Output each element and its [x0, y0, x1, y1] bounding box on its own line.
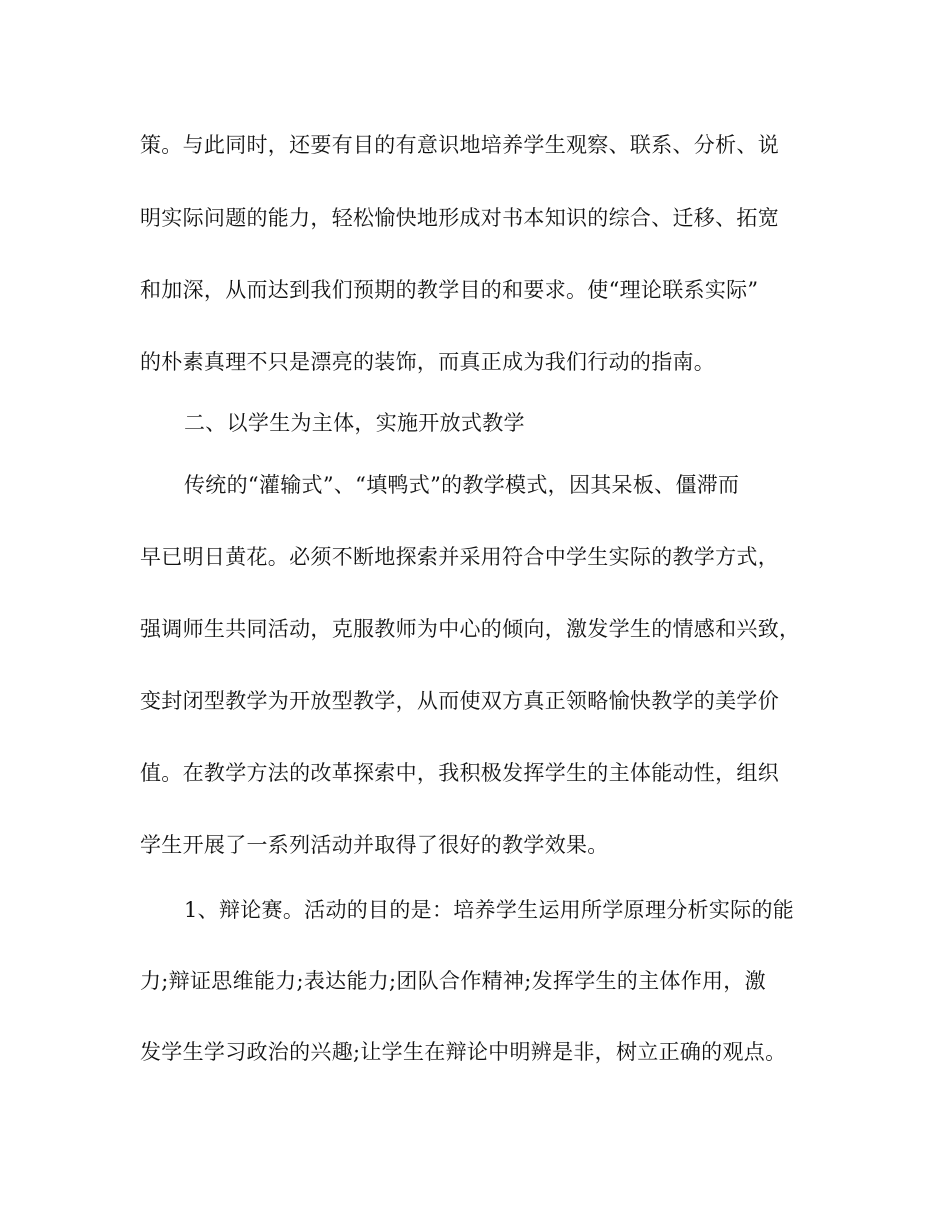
text-line: 力;辩证思维能力;表达能力;团队合作精神;发挥学生的主体作用，激: [140, 969, 766, 993]
text-line: 学生开展了一系列活动并取得了很好的教学效果。: [140, 833, 609, 857]
text-line: 变封闭型教学为开放型教学，从而使双方真正领略愉快教学的美学价: [140, 689, 779, 713]
text-line: 值。在教学方法的改革探索中，我积极发挥学生的主体能动性，组织: [140, 761, 779, 785]
text-line: 和加深，从而达到我们预期的教学目的和要求。使“理论联系实际”: [140, 278, 759, 302]
text-line: 明实际问题的能力，轻松愉快地形成对书本知识的综合、迁移、拓宽: [140, 206, 779, 230]
text-line: 策。与此同时，还要有目的有意识地培养学生观察、联系、分析、说: [140, 133, 779, 157]
list-item-heading: 1、辩论赛。活动的目的是：培养学生运用所学原理分析实际的能: [184, 898, 795, 922]
section-heading: 二、以学生为主体，实施开放式教学: [184, 411, 525, 435]
text-line: 传统的“灌输式”、“填鸭式”的教学模式，因其呆板、僵滞而: [184, 473, 740, 497]
text-line: 早已明日黄花。必须不断地探索并采用符合中学生实际的教学方式，: [140, 545, 779, 569]
text-line: 强调师生共同活动，克服教师为中心的倾向，激发学生的情感和兴致，: [140, 617, 801, 641]
text-line: 发学生学习政治的兴趣;让学生在辩论中明辨是非，树立正确的观点。: [140, 1040, 787, 1064]
text-line: 的朴素真理不只是漂亮的装饰，而真正成为我们行动的指南。: [140, 350, 716, 374]
